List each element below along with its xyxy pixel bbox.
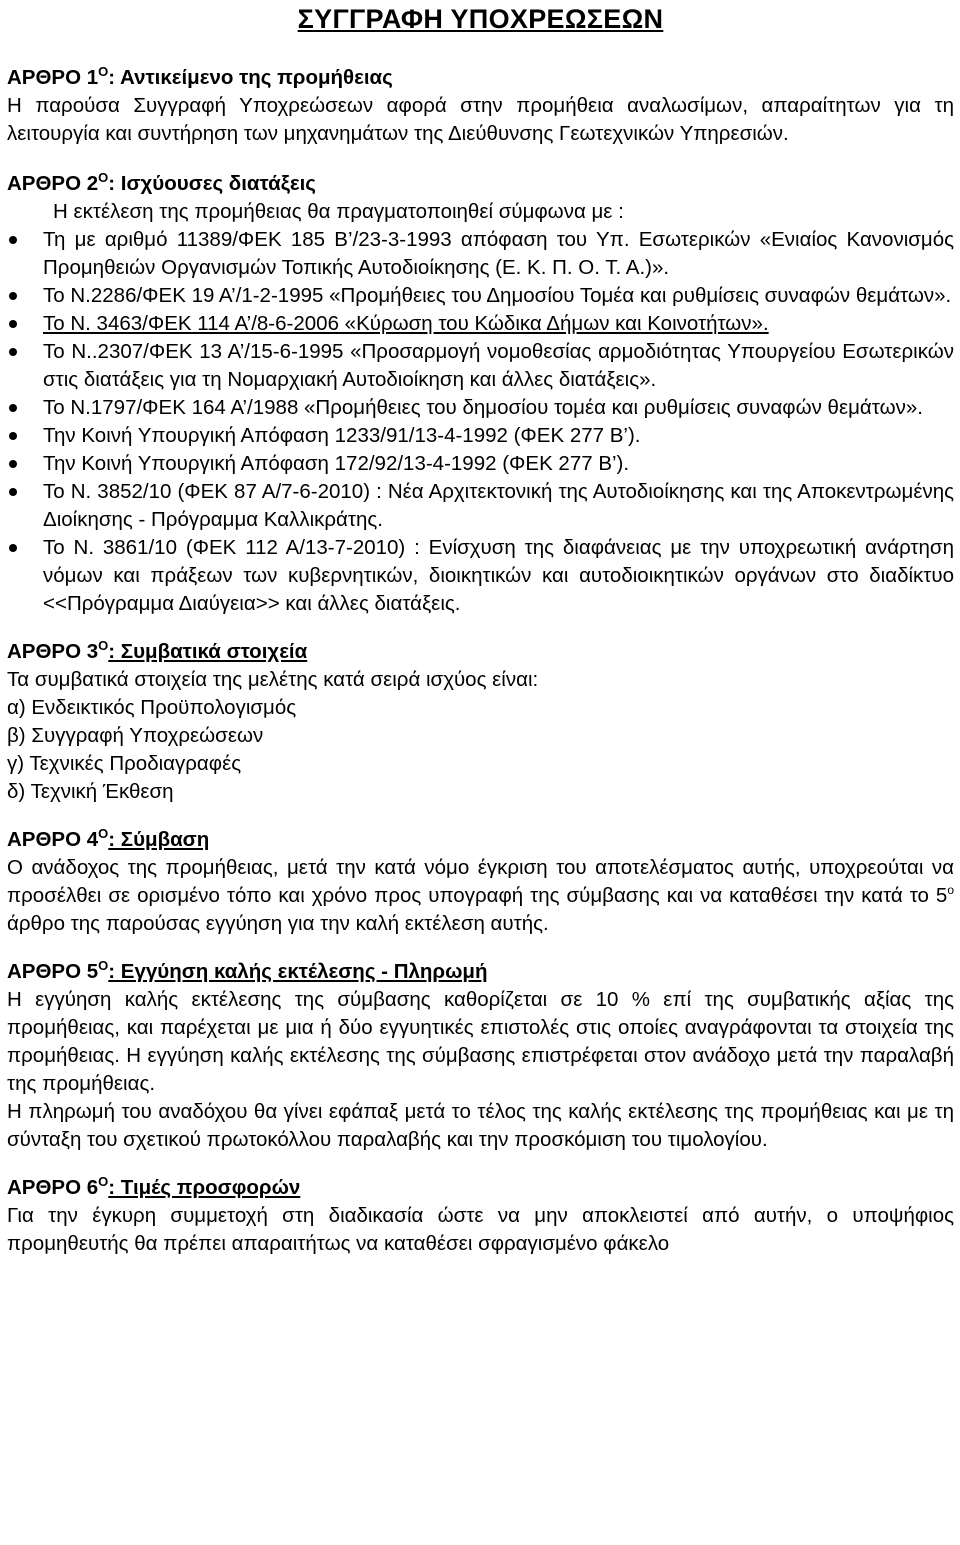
bullet-icon <box>9 292 17 300</box>
article-6-sup: Ο <box>98 1174 109 1189</box>
bullet-icon <box>9 488 17 496</box>
article-2-sup: Ο <box>98 170 109 185</box>
article-3-title: : Συμβατικά στοιχεία <box>108 640 308 663</box>
list-item: Το Ν.2286/ΦΕΚ 19 Α’/1-2-1995 «Προμήθειες του Δημοσίου Τομέα και ρυθμίσεις συναφών θεμάτων». <box>7 282 954 310</box>
article-5-heading <box>7 958 954 986</box>
article-2-title: : Ισχύουσες διατάξεις <box>108 172 316 195</box>
bullet-icon <box>9 236 17 244</box>
article-4-heading <box>7 826 954 854</box>
article-5-number: ΑΡΘΡΟ 5 <box>7 960 99 983</box>
bullet-icon <box>9 320 17 328</box>
article-5-text-payment: Η πληρωμή του αναδόχου θα γίνει εφάπαξ μετά το τέλος της καλής εκτέλεσης της προμήθειας και με τη σύνταξη του σχετικού πρωτοκόλλου παραλαβής και την προσκόμιση του τιμολογίου. <box>7 1100 954 1151</box>
list-item: Το Ν. 3463/ΦΕΚ 114 Α’/8-6-2006 «Κύρωση του Κώδικα Δήμων και Κοινοτήτων». <box>7 310 954 338</box>
list-item: Το Ν..2307/ΦΕΚ 13 Α’/15-6-1995 «Προσαρμογή νομοθεσίας αρμοδιότητας Υπουργείου Εσωτερικών στις διατάξεις για τη Νομαρχιακή Αυτοδιοίκηση και άλλες διατάξεις». <box>7 338 954 394</box>
list-item: Το Ν.1797/ΦΕΚ 164 Α’/1988 «Προμήθειες του δημοσίου τομέα και ρυθμίσεις συναφών θεμάτων». <box>7 394 954 422</box>
document-title: ΣΥΓΓΡΑΦΗ ΥΠΟΧΡΕΩΣΕΩΝ <box>297 4 664 34</box>
article-3-intro: Τα συμβατικά στοιχεία της μελέτης κατά σειρά ισχύος είναι: <box>7 668 539 691</box>
article-4-text: Ο ανάδοχος της προμήθειας, μετά την κατά νόμο έγκριση του αποτελέσματος αυτής, υποχρεούται να προσέλθει σε ορισμένο τόπο και χρόνο προς υπογραφή της σύμβασης και να καταθέσει την κατά το $5^o$ άρθρο της παρούσας εγγύηση για την καλή εκτέλεση αυτής. <box>7 856 954 935</box>
bullet-icon <box>9 404 17 412</box>
article-4-sup: Ο <box>98 826 109 841</box>
article-6-number: ΑΡΘΡΟ 6 <box>7 1176 99 1199</box>
bullet-icon <box>9 432 17 440</box>
article-1-text: Η παρούσα Συγγραφή Υποχρεώσεων αφορά στην προμήθεια αναλωσίμων, απαραίτητων για τη λειτουργία και συντήρηση των μηχανημάτων της Διεύθυνσης Γεωτεχνικών Υπηρεσιών. <box>7 94 954 145</box>
list-item: Το Ν. 3852/10 (ΦΕΚ 87 Α/7-6-2010) : Νέα Αρχιτεκτονική της Αυτοδιοίκησης και της Αποκεντρωμένης Διοίκησης - Πρόγραμμα Καλλικράτης. <box>7 478 954 534</box>
article-1-number: ΑΡΘΡΟ 1 <box>7 66 99 89</box>
list-item: Την Κοινή Υπουργική Απόφαση 1233/91/13-4-1992 (ΦΕΚ 277 Β’). <box>7 422 954 450</box>
contract-item: γ) Τεχνικές Προδιαγραφές <box>7 752 242 775</box>
article-5-text-guarantee: Η εγγύηση καλής εκτέλεσης της σύμβασης καθορίζεται σε 10 % επί της συμβατικής αξίας της προμήθειας, και παρέχεται με μια ή δύο εγγυητικές επιστολές στις οποίες αναγράφονται τα στοιχεία της προμήθειας. Η εγγύηση καλής εκτέλεσης της σύμβασης επιστρέφεται στον ανάδοχο μετά την παραλαβή της προμήθειας. <box>7 988 954 1095</box>
article-4-title: : Σύμβαση <box>108 828 210 851</box>
article-3-sup: Ο <box>98 638 109 653</box>
article-3-number: ΑΡΘΡΟ 3 <box>7 640 99 663</box>
article-6-title: : Τιμές προσφορών <box>108 1176 301 1199</box>
article-4-number: ΑΡΘΡΟ 4 <box>7 828 99 851</box>
article-1-sup: Ο <box>98 64 109 79</box>
article-1-heading <box>7 64 954 92</box>
contract-item: α) Ενδεικτικός Προϋπολογισμός <box>7 696 297 719</box>
contract-item: β) Συγγραφή Υποχρεώσεων <box>7 724 264 747</box>
article-2-intro: Η εκτέλεση της προμήθειας θα πραγματοποιηθεί σύμφωνα με : <box>53 200 624 223</box>
list-item: Τη με αριθμό 11389/ΦΕΚ 185 Β’/23-3-1993 απόφαση του Υπ. Εσωτερικών «Ενιαίος Κανονισμός Προμηθειών Οργανισμών Τοπικής Αυτοδιοίκησης (Ε. Κ. Π. Ο. Τ. Α.)». <box>7 226 954 282</box>
contract-item: δ) Τεχνική Έκθεση <box>7 780 174 803</box>
bullet-icon <box>9 460 17 468</box>
list-item: Την Κοινή Υπουργική Απόφαση 172/92/13-4-1992 (ΦΕΚ 277 Β’). <box>7 450 954 478</box>
article-3-heading <box>7 638 954 666</box>
article-6-text: Για την έγκυρη συμμετοχή στη διαδικασία ώστε να μην αποκλειστεί από αυτήν, ο υποψήφιος προμηθευτής θα πρέπει απαραιτήτως να καταθέσει σφραγισμένο φάκελο <box>7 1204 954 1255</box>
article-5-sup: Ο <box>98 958 109 973</box>
article-2-number: ΑΡΘΡΟ 2 <box>7 172 99 195</box>
document-page <box>7 0 954 1258</box>
article-1-title: : Αντικείμενο της προμήθειας <box>108 66 393 89</box>
list-item: Το Ν. 3861/10 (ΦΕΚ 112 Α/13-7-2010) : Ενίσχυση της διαφάνειας με την υποχρεωτική ανάρτηση νόμων και πράξεων των κυβερνητικών, διοικητικών και αυτοδιοικητικών οργάνων στο διαδίκτυο <<Πρόγραμμα Διαύγεια>> και άλλες διατάξεις. <box>7 534 954 618</box>
article-5-title: : Εγγύηση καλής εκτέλεσης - Πληρωμή <box>108 960 488 983</box>
bullet-icon <box>9 544 17 552</box>
legislation-list <box>7 226 954 618</box>
article-6-heading <box>7 1174 954 1202</box>
article-2-heading <box>7 170 954 198</box>
bullet-icon <box>9 348 17 356</box>
